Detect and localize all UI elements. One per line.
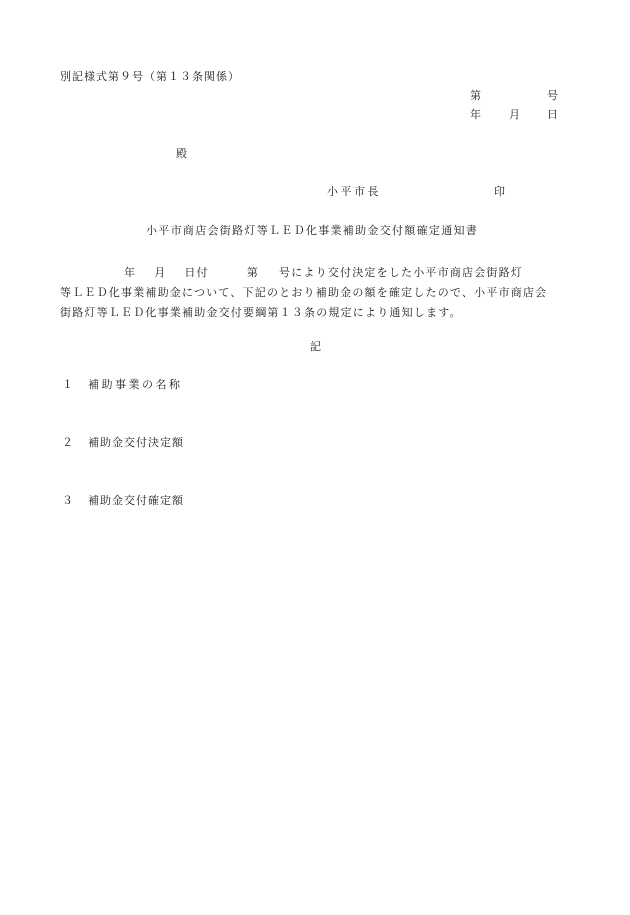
body-line-1	[60, 263, 572, 283]
item-1-number: １	[62, 378, 74, 391]
addressee-honorific: 殿	[176, 147, 188, 160]
body-day-ref: 日付	[184, 266, 209, 279]
item-3-number: ３	[62, 494, 74, 507]
body-year: 年	[124, 266, 137, 279]
body-month: 月	[154, 266, 167, 279]
notification-body	[60, 263, 572, 323]
issuer-seal: 印	[494, 185, 506, 198]
issuer-name: 小平市長	[327, 185, 381, 198]
doc-number-prefix: 第	[470, 89, 482, 102]
body-line-2: 等ＬＥＤ化事業補助金について、下記のとおり補助金の額を確定したので、小平市商店会	[60, 286, 548, 299]
ki-heading: 記	[310, 340, 322, 353]
item-2-label: 補助金交付決定額	[88, 436, 184, 449]
document-title: 小平市商店会街路灯等ＬＥＤ化事業補助金交付額確定通知書	[146, 224, 479, 237]
date-year: 年	[470, 108, 482, 121]
body-number-prefix: 第	[246, 266, 260, 279]
body-line-3: 街路灯等ＬＥＤ化事業補助金交付要綱第１３条の規定により通知します。	[60, 306, 462, 319]
item-1-label: 補助事業の名称	[88, 378, 183, 391]
item-3-label: 補助金交付確定額	[88, 494, 184, 507]
form-label: 別記様式第９号（第１３条関係）	[60, 70, 240, 83]
body-line-1-rest: 号により交付決定をした小平市商店会街路灯	[279, 266, 524, 279]
item-2-number: ２	[62, 436, 74, 449]
date-month: 月	[509, 108, 521, 121]
date-day: 日	[547, 108, 559, 121]
doc-number-suffix: 号	[547, 89, 559, 102]
